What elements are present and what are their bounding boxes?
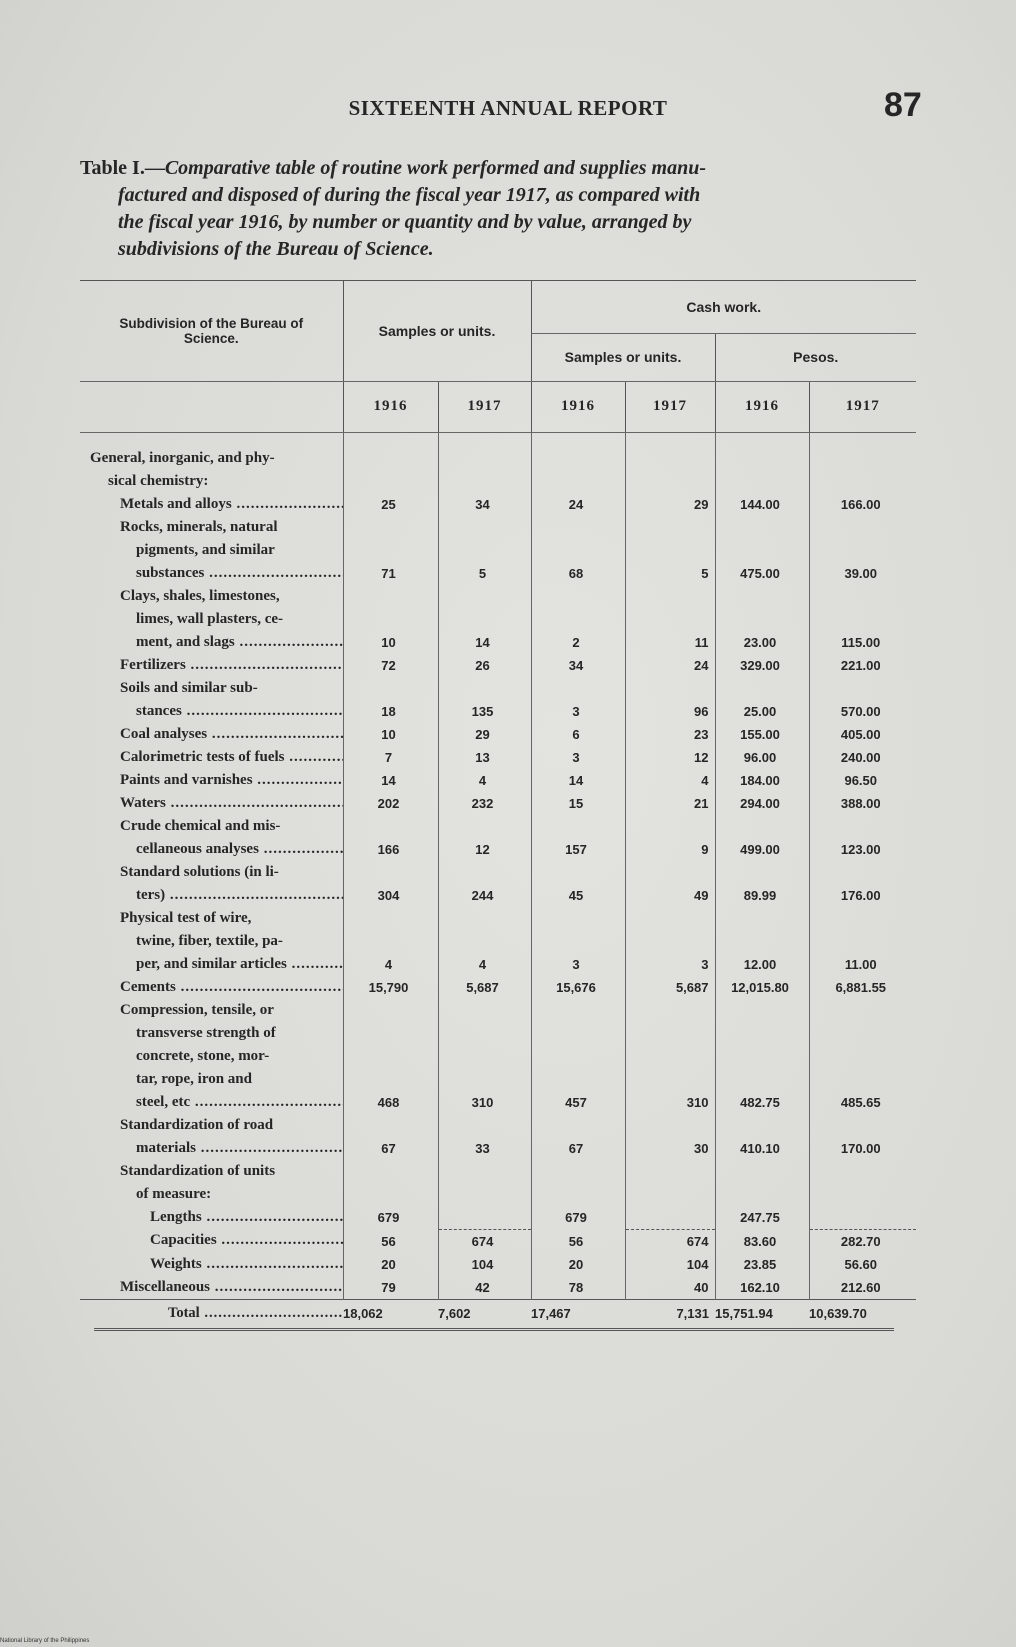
row-value: 570.00 — [809, 677, 916, 723]
running-head: SIXTEENTH ANNUAL REPORT — [348, 96, 668, 120]
row-description — [80, 654, 343, 677]
data-table — [80, 280, 916, 1328]
row-value: 5,687 — [438, 976, 531, 999]
row-description — [80, 1206, 343, 1230]
row-value: 24 — [531, 493, 625, 516]
row-value: 71 — [343, 516, 438, 585]
table-row — [80, 1253, 916, 1276]
row-description-line: per, and similar articles ..... — [136, 953, 343, 976]
header-year: 1916 — [531, 381, 625, 432]
total-value: 17,467 — [531, 1299, 625, 1328]
row-value — [531, 1160, 625, 1206]
row-value: 12.00 — [715, 907, 809, 976]
row-value — [438, 1160, 531, 1206]
row-value — [625, 1206, 715, 1230]
row-value: 485.65 — [809, 999, 916, 1114]
row-value: 79 — [343, 1276, 438, 1300]
table-row — [80, 815, 916, 861]
row-value: 25 — [343, 493, 438, 516]
row-value: 26 — [438, 654, 531, 677]
table-row — [80, 493, 916, 516]
row-value: 23.85 — [715, 1253, 809, 1276]
total-value: 18,062 — [343, 1299, 438, 1328]
bottom-double-rule — [94, 1328, 894, 1335]
row-value — [809, 1160, 916, 1206]
row-value: 388.00 — [809, 792, 916, 815]
row-value: 78 — [531, 1276, 625, 1300]
row-value: 83.60 — [715, 1229, 809, 1253]
row-value: 24 — [625, 654, 715, 677]
row-value: 4 — [438, 907, 531, 976]
table-row — [80, 677, 916, 723]
row-value: 282.70 — [809, 1229, 916, 1253]
row-description-line: Standard solutions (in li- — [120, 863, 279, 880]
row-value: 135 — [438, 677, 531, 723]
table-row — [80, 1114, 916, 1160]
row-value: 679 — [531, 1206, 625, 1230]
row-value: 56.60 — [809, 1253, 916, 1276]
row-description-line: Capacities ..... — [150, 1229, 343, 1252]
row-value: 67 — [343, 1114, 438, 1160]
row-description-line: Weights ..... — [150, 1253, 343, 1276]
row-description — [80, 792, 343, 815]
row-value: 4 — [343, 907, 438, 976]
table-row — [80, 1276, 916, 1300]
total-value: 7,602 — [438, 1299, 531, 1328]
row-value: 3 — [531, 677, 625, 723]
total-value: 15,751.94 — [715, 1299, 809, 1328]
row-value: 3 — [625, 907, 715, 976]
total-label: Total ..... — [168, 1305, 343, 1322]
row-value: 240.00 — [809, 746, 916, 769]
row-value: 33 — [438, 1114, 531, 1160]
row-value: 96.00 — [715, 746, 809, 769]
row-value: 68 — [531, 516, 625, 585]
caption-line-2: factured and disposed of during the fiscal year 1917, as compared with — [118, 184, 701, 206]
row-value: 679 — [343, 1206, 438, 1230]
row-value: 25.00 — [715, 677, 809, 723]
row-value: 18 — [343, 677, 438, 723]
row-value — [625, 1160, 715, 1206]
row-value: 3 — [531, 907, 625, 976]
table-row — [80, 907, 916, 976]
row-value: 34 — [438, 493, 531, 516]
section-title — [80, 447, 343, 493]
header-year: 1916 — [343, 381, 438, 432]
row-value: 14 — [531, 769, 625, 792]
row-description-line: Paints and varnishes ..... — [120, 769, 343, 792]
row-value: 5 — [625, 516, 715, 585]
row-value: 157 — [531, 815, 625, 861]
row-value: 10 — [343, 585, 438, 654]
section-title-line: General, inorganic, and phy- — [90, 449, 275, 466]
row-description — [80, 493, 343, 516]
row-value: 457 — [531, 999, 625, 1114]
row-value: 482.75 — [715, 999, 809, 1114]
table-body — [80, 432, 916, 1299]
table-row — [80, 723, 916, 746]
row-description-line: Clays, shales, limestones, — [120, 587, 280, 604]
row-description-line: Rocks, minerals, natural — [120, 518, 278, 535]
header-cash-samples: Samples or units. — [531, 333, 715, 381]
row-value: 20 — [531, 1253, 625, 1276]
row-description — [80, 861, 343, 907]
header-year: 1917 — [438, 381, 531, 432]
section-row — [80, 447, 916, 493]
table-row — [80, 1229, 916, 1253]
row-value — [438, 1206, 531, 1230]
row-description-line: Calorimetric tests of fuels ..... — [120, 746, 343, 769]
header-pesos: Pesos. — [715, 333, 916, 381]
header-year: 1917 — [625, 381, 715, 432]
row-value: 12 — [625, 746, 715, 769]
table-row — [80, 999, 916, 1114]
row-value: 20 — [343, 1253, 438, 1276]
row-description — [80, 769, 343, 792]
header-blank — [80, 381, 343, 432]
row-description-line: transverse strength of — [136, 1024, 276, 1041]
row-value: 674 — [625, 1229, 715, 1253]
row-value: 2 — [531, 585, 625, 654]
row-value: 56 — [343, 1229, 438, 1253]
row-value: 29 — [625, 493, 715, 516]
section-title-line: sical chemistry: — [108, 472, 209, 489]
header-subdivision: Subdivision of the Bureau of Science. — [80, 281, 343, 381]
row-value: 23 — [625, 723, 715, 746]
row-description — [80, 1229, 343, 1253]
row-description-line: substances ..... — [136, 562, 343, 585]
row-value: 15,676 — [531, 976, 625, 999]
row-value: 56 — [531, 1229, 625, 1253]
row-value: 247.75 — [715, 1206, 809, 1230]
page-number: 87 — [884, 86, 922, 124]
table-row — [80, 516, 916, 585]
row-value: 42 — [438, 1276, 531, 1300]
routine-work-table — [80, 280, 920, 1335]
table-row — [80, 1160, 916, 1206]
caption-line-3: the fiscal year 1916, by number or quantity and by value, arranged by — [118, 211, 692, 233]
row-description-line: concrete, stone, mor- — [136, 1047, 270, 1064]
table-row — [80, 654, 916, 677]
row-value: 115.00 — [809, 585, 916, 654]
row-value: 15,790 — [343, 976, 438, 999]
row-description-line: ters) ..... — [136, 884, 343, 907]
row-value: 13 — [438, 746, 531, 769]
row-description-line: Fertilizers ..... — [120, 654, 343, 677]
row-value: 310 — [625, 999, 715, 1114]
row-value — [343, 1160, 438, 1206]
row-description-line: Lengths ..... — [150, 1206, 343, 1229]
row-description-line: Compression, tensile, or — [120, 1001, 274, 1018]
row-description — [80, 723, 343, 746]
row-description-line: Waters ..... — [120, 792, 343, 815]
row-value: 104 — [625, 1253, 715, 1276]
row-description-line: Soils and similar sub- — [120, 679, 258, 696]
row-description-line: steel, etc ..... — [136, 1091, 343, 1114]
row-value: 232 — [438, 792, 531, 815]
total-value: 7,131 — [625, 1299, 715, 1328]
row-value: 162.10 — [715, 1276, 809, 1300]
total-value: 10,639.70 — [809, 1299, 916, 1328]
total-row — [80, 1299, 916, 1328]
row-value: 212.60 — [809, 1276, 916, 1300]
row-description — [80, 1253, 343, 1276]
row-value: 72 — [343, 654, 438, 677]
table-row — [80, 792, 916, 815]
row-value: 9 — [625, 815, 715, 861]
row-value: 12 — [438, 815, 531, 861]
footer-tag: National Library of the Philippines — [0, 1638, 90, 1644]
table-row — [80, 861, 916, 907]
row-value: 29 — [438, 723, 531, 746]
row-description — [80, 907, 343, 976]
row-description — [80, 1276, 343, 1300]
row-value: 10 — [343, 723, 438, 746]
row-value: 202 — [343, 792, 438, 815]
row-description — [80, 1114, 343, 1160]
row-description — [80, 999, 343, 1114]
row-value: 11.00 — [809, 907, 916, 976]
row-value: 410.10 — [715, 1114, 809, 1160]
row-value: 6 — [531, 723, 625, 746]
row-description-line: stances ..... — [136, 700, 343, 723]
row-value: 5,687 — [625, 976, 715, 999]
row-description-line: Standardization of road — [120, 1116, 274, 1133]
table-caption — [80, 155, 918, 263]
row-value: 104 — [438, 1253, 531, 1276]
header-samples-units: Samples or units. — [343, 281, 531, 381]
header-year: 1917 — [809, 381, 916, 432]
row-description-line: Standardization of units — [120, 1162, 276, 1179]
row-value: 468 — [343, 999, 438, 1114]
row-description — [80, 585, 343, 654]
row-value: 123.00 — [809, 815, 916, 861]
row-description-line: pigments, and similar — [136, 541, 275, 558]
table-row — [80, 585, 916, 654]
row-description-line: Miscellaneous ..... — [120, 1276, 343, 1299]
row-value: 405.00 — [809, 723, 916, 746]
row-description-line: Metals and alloys ..... — [120, 493, 343, 516]
row-value: 15 — [531, 792, 625, 815]
row-value: 244 — [438, 861, 531, 907]
row-value: 310 — [438, 999, 531, 1114]
row-value: 176.00 — [809, 861, 916, 907]
row-description — [80, 815, 343, 861]
row-value: 12,015.80 — [715, 976, 809, 999]
row-description-line: Physical test of wire, — [120, 909, 252, 926]
row-value: 294.00 — [715, 792, 809, 815]
row-value: 144.00 — [715, 493, 809, 516]
table-row — [80, 1206, 916, 1230]
row-description-line: Crude chemical and mis- — [120, 817, 281, 834]
row-value: 166.00 — [809, 493, 916, 516]
row-description-line: tar, rope, iron and — [136, 1070, 252, 1087]
row-description — [80, 677, 343, 723]
table-row — [80, 769, 916, 792]
row-value: 166 — [343, 815, 438, 861]
row-description-line: materials ..... — [136, 1137, 343, 1160]
row-value: 221.00 — [809, 654, 916, 677]
row-value: 5 — [438, 516, 531, 585]
row-description-line: ment, and slags ..... — [136, 631, 343, 654]
header-year: 1916 — [715, 381, 809, 432]
row-value: 329.00 — [715, 654, 809, 677]
row-value: 45 — [531, 861, 625, 907]
row-description — [80, 976, 343, 999]
caption-lead: Table I.— — [80, 157, 165, 179]
table-row — [80, 976, 916, 999]
row-value: 11 — [625, 585, 715, 654]
row-value: 21 — [625, 792, 715, 815]
row-value: 89.99 — [715, 861, 809, 907]
row-description-line: limes, wall plasters, ce- — [136, 610, 284, 627]
caption-line-1: Comparative table of routine work performed and supplies manu- — [164, 157, 706, 179]
row-value: 96.50 — [809, 769, 916, 792]
row-value: 4 — [438, 769, 531, 792]
row-value: 49 — [625, 861, 715, 907]
row-value: 39.00 — [809, 516, 916, 585]
row-description — [80, 1160, 343, 1206]
row-value — [715, 1160, 809, 1206]
row-description-line: cellaneous analyses ..... — [136, 838, 343, 861]
row-value: 170.00 — [809, 1114, 916, 1160]
row-value: 475.00 — [715, 516, 809, 585]
row-value: 3 — [531, 746, 625, 769]
row-value: 184.00 — [715, 769, 809, 792]
row-description-line: twine, fiber, textile, pa- — [136, 932, 283, 949]
row-value: 96 — [625, 677, 715, 723]
row-value: 40 — [625, 1276, 715, 1300]
row-value: 14 — [438, 585, 531, 654]
header-cash-work: Cash work. — [531, 281, 916, 333]
row-value: 499.00 — [715, 815, 809, 861]
row-description-line: Coal analyses ..... — [120, 723, 343, 746]
row-value: 30 — [625, 1114, 715, 1160]
row-value: 304 — [343, 861, 438, 907]
row-description-line: of measure: — [136, 1185, 212, 1202]
row-value: 155.00 — [715, 723, 809, 746]
row-value: 674 — [438, 1229, 531, 1253]
row-value: 34 — [531, 654, 625, 677]
row-value: 23.00 — [715, 585, 809, 654]
row-value: 7 — [343, 746, 438, 769]
total-label-cell — [80, 1299, 343, 1328]
row-value: 14 — [343, 769, 438, 792]
row-value: 4 — [625, 769, 715, 792]
row-description-line: Cements ..... — [120, 976, 343, 999]
row-value: 67 — [531, 1114, 625, 1160]
row-description — [80, 516, 343, 585]
row-value: 6,881.55 — [809, 976, 916, 999]
row-value — [809, 1206, 916, 1230]
caption-line-4: subdivisions of the Bureau of Science. — [118, 238, 434, 260]
table-row — [80, 746, 916, 769]
row-description — [80, 746, 343, 769]
